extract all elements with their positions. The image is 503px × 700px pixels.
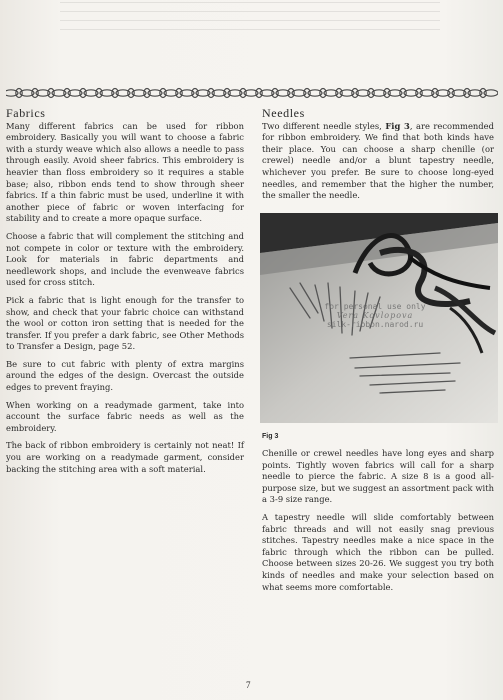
- chain-link: [288, 89, 294, 98]
- chain-link: [400, 89, 406, 98]
- needles-heading: Needles: [262, 106, 305, 120]
- chain-link: [16, 89, 22, 98]
- chain-link: [304, 89, 310, 98]
- needles-paragraph-tapestry: A tapestry needle will slide comfortably between fabric threads and will not easily snag previous stitches. Tapestry needles make a nice space in the fabric through which the ribbon can be pulled. Choose between sizes 20-26. We suggest you try both kinds of needles and make your selection based on what seems more comfortable.: [262, 511, 494, 592]
- chain-link: [240, 89, 246, 98]
- fabrics-paragraph-2: Choose a fabric that will complement the stitching and not compete in color or texture with the embroidery. Look for materials in fabric departments and needlework shops, and include the evenweave fabrics used for cross stitch.: [6, 230, 244, 288]
- chain-link: [432, 89, 438, 98]
- figure-caption: Fig 3: [262, 433, 279, 440]
- chain-link: [176, 89, 182, 98]
- fabrics-section: [6, 108, 244, 481]
- needles-intro-end: , are recommended for ribbon embroidery. We find that both kinds have their place. You can choose a sharp chenille (or crewel) needle and/or a blunt tapestry needle, whichever you prefer. Be sure to choose long-eyed needles, and remember that the higher the number, the smaller the needle.: [262, 120, 494, 201]
- chain-link: [96, 89, 102, 98]
- watermark-line-1: for personal use only: [324, 302, 426, 311]
- fabrics-paragraph-6: The back of ribbon embroidery is certainly not neat! If you are working on a readymade garment, consider backing the stitching area with a soft material.: [6, 440, 244, 474]
- chain-link: [336, 89, 342, 98]
- chain-link: [320, 89, 326, 98]
- chain-link: [368, 89, 374, 98]
- fabrics-heading: Fabrics: [6, 106, 46, 120]
- fabrics-paragraph-3: Pick a fabric that is light enough for the transfer to show, and check that your fabric choice can withstand the wool or cotton iron setting that is needed for the transfer. If you prefer a dark fabric, see Other Methods to Transfer a Design, page 52.: [6, 294, 244, 352]
- chain-link: [352, 89, 358, 98]
- fabrics-paragraph-1: Many different fabrics can be used for ribbon embroidery. Basically you will want to choose a fabric with a sturdy weave which also allows a needle to pass through easily. Avoid sheer fabrics. This embroidery is heavier than floss embroidery so it requires a stable base; also, ribbon ends tend to show through sheer fabrics. If a thin fabric must be used, underline it with another piece of fabric or woven interfacing for stability and to create a more opaque surface.: [6, 120, 244, 224]
- watermark: [300, 302, 450, 329]
- chain-link: [256, 89, 262, 98]
- chain-link: [64, 89, 70, 98]
- chain-link: [32, 89, 38, 98]
- chain-link: [128, 89, 134, 98]
- chain-link: [480, 89, 486, 98]
- chain-link: [272, 89, 278, 98]
- chain-link: [224, 89, 230, 98]
- chain-link: [384, 89, 390, 98]
- chain-link: [208, 89, 214, 98]
- chain-link: [416, 89, 422, 98]
- fabrics-paragraph-4: Be sure to cut fabric with plenty of extra margins around the edges of the design. Overcast the outside edges to prevent fraying.: [6, 358, 244, 393]
- fabrics-paragraph-5: When working on a readymade garment, take into account the surface fabric needs as well as the embroidery.: [6, 399, 244, 433]
- chain-link: [464, 89, 470, 98]
- needles-intro: [262, 121, 494, 202]
- needles-paragraph-chenille: Chenille or crewel needles have long eyes and sharp points. Tightly woven fabrics will call for a sharp needle to pierce the fabric. A size 8 is a good all-purpose size, but we suggest an assortment pack with a 3-9 size range.: [262, 448, 494, 505]
- chain-link: [192, 89, 198, 98]
- needles-intro-start: Two different needle styles,: [262, 120, 386, 131]
- needles-section: [262, 108, 494, 208]
- chain-link: [112, 89, 118, 98]
- chain-link: [160, 89, 166, 98]
- chain-border-ornament: [6, 86, 498, 100]
- show-through-text: [60, 0, 440, 30]
- chain-link: [448, 89, 454, 98]
- chain-link: [48, 89, 54, 98]
- watermark-line-2: Vera Kovlopova: [336, 311, 414, 320]
- chain-link: [144, 89, 150, 98]
- watermark-line-3: silk-ribbon.narod.ru: [326, 320, 424, 329]
- figure-reference: Fig 3: [385, 120, 410, 131]
- needles-details: [262, 448, 494, 599]
- chain-link: [80, 89, 86, 98]
- page-number: 7: [246, 680, 251, 690]
